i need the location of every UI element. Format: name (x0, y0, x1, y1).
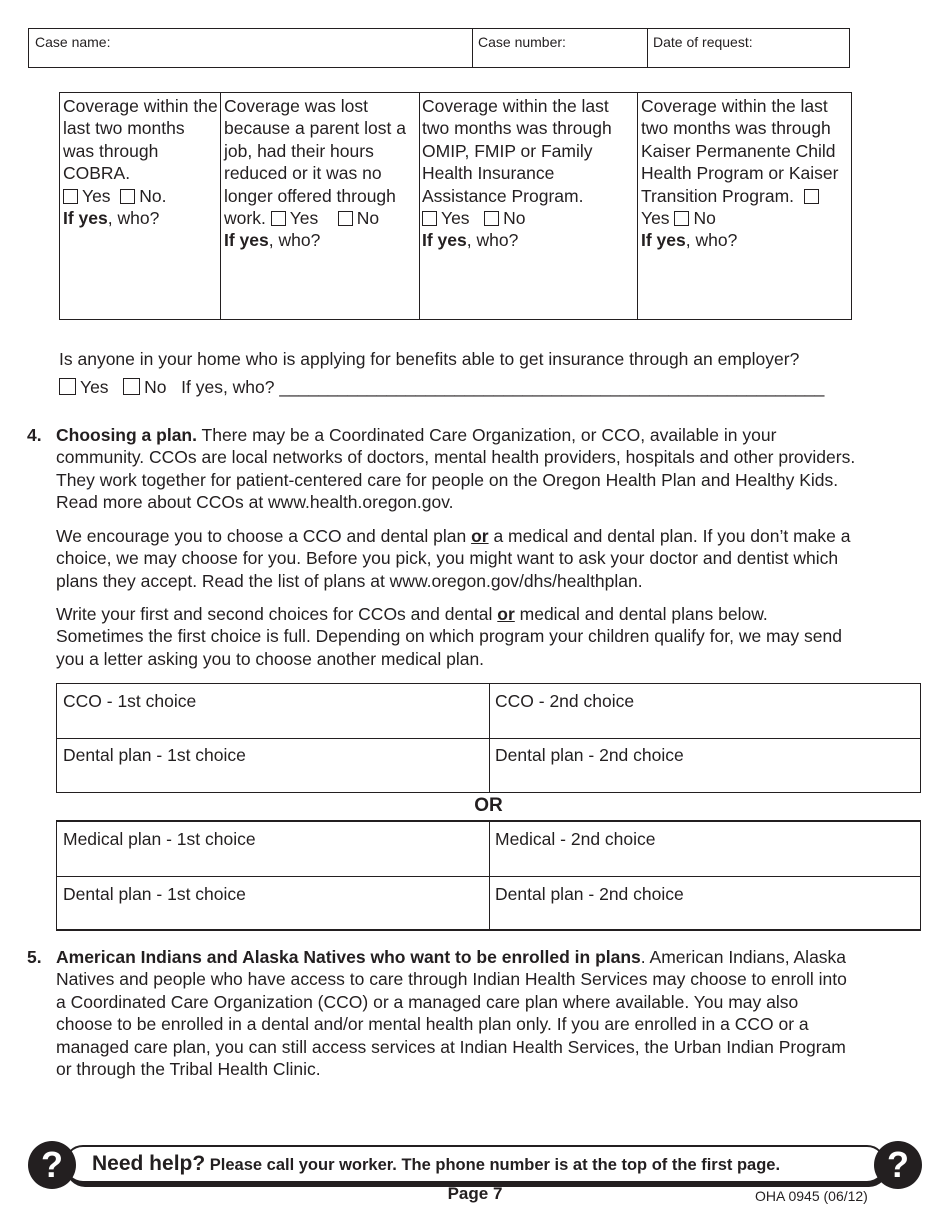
coverage-cobra-text: Coverage within the last two months was through COBRA. (63, 96, 218, 184)
dental-2nd-choice-field-2[interactable] (489, 879, 920, 929)
help-bar-text (92, 1152, 780, 1176)
lost-yes-checkbox[interactable] (271, 211, 286, 226)
question-mark-icon: ? (874, 1141, 922, 1189)
section-4-p2-a: We encourage you to choose a CCO and dental plan (56, 526, 472, 546)
date-of-request-label: Date of request: (653, 34, 753, 50)
table-divider (57, 738, 920, 739)
coverage-omip-cell (419, 93, 638, 319)
or-divider-label: OR (474, 795, 503, 816)
section-5-title: American Indians and Alaska Natives who want to be enrolled in plans (56, 947, 641, 967)
omip-yes-label: Yes (441, 208, 470, 229)
section-5-number: 5. (27, 947, 42, 967)
cco-1st-choice-label: CCO - 1st choice (63, 691, 197, 711)
section-4-number: 4. (27, 425, 42, 445)
if-yes-label: If yes (641, 230, 686, 251)
cco-plan-table (56, 683, 921, 793)
who-label: , who? (685, 230, 738, 251)
section-4-p1: There may be a Coordinated Care Organization, or CCO, available in your community. CCOs are local networks of doctors, mental health providers, hospitals and other providers. They work together for patient-centered care for people on the Oregon Health Plan and Healthy Kids. Read more about CCOs at www.health.oregon.gov. (56, 425, 856, 513)
kaiser-yes-checkbox[interactable] (804, 189, 819, 204)
coverage-lost-cell (221, 93, 419, 319)
cco-2nd-choice-label: CCO - 2nd choice (495, 691, 635, 711)
lost-yes-label: Yes (289, 208, 319, 229)
medical-1st-choice-label: Medical plan - 1st choice (63, 829, 256, 849)
employer-answer-row (59, 376, 949, 398)
employer-yes-label: Yes (80, 377, 109, 397)
medical-2nd-choice-label: Medical - 2nd choice (495, 829, 656, 849)
section-4-p2-b: a medical and dental plan. If you don’t make a choice, we may choose for you. Before you pick, you might want to ask your doctor and dentist which plans they accept. Read the list of plans at www.oregon.gov/dhs/healthplan. (56, 526, 851, 591)
or-emphasis: or (471, 526, 489, 546)
case-number-field[interactable] (472, 29, 647, 67)
section-4-p3-a: Write your first and second choices for CCOs and dental (56, 604, 498, 624)
page-number: Page 7 (447, 1184, 503, 1203)
omip-no-checkbox[interactable] (484, 211, 499, 226)
cco-1st-choice-field[interactable] (57, 686, 489, 738)
table-divider (57, 876, 920, 877)
case-name-field[interactable] (29, 29, 472, 67)
form-id: OHA 0945 (06/12) (755, 1188, 868, 1204)
employer-no-checkbox[interactable] (123, 378, 140, 395)
dental-1st-choice-field-2[interactable] (57, 879, 489, 929)
employer-question-text: Is anyone in your home who is applying for benefits able to get insurance through an employer? (59, 349, 800, 369)
question-mark-icon: ? (28, 1141, 76, 1189)
medical-1st-choice-field[interactable] (57, 824, 489, 876)
cobra-no-label: No. (139, 185, 167, 206)
who-label: , who? (107, 208, 160, 229)
employer-yes-checkbox[interactable] (59, 378, 76, 395)
dental-2nd-choice-label-2: Dental plan - 2nd choice (495, 884, 684, 904)
kaiser-yes-label: Yes (641, 208, 670, 229)
section-4-intro (56, 424, 856, 514)
medical-2nd-choice-field[interactable] (489, 824, 920, 876)
kaiser-no-checkbox[interactable] (674, 211, 689, 226)
if-yes-label: If yes (63, 208, 108, 229)
cco-2nd-choice-field[interactable] (489, 686, 920, 738)
cobra-no-checkbox[interactable] (120, 189, 135, 204)
if-yes-label: If yes (422, 230, 467, 251)
case-header-box (28, 28, 850, 68)
employer-no-label: No (144, 377, 167, 397)
coverage-cobra-cell (60, 93, 221, 319)
section-4-p3 (56, 603, 856, 670)
employer-question (59, 348, 939, 370)
section-4-p2 (56, 525, 856, 592)
or-emphasis: or (497, 604, 515, 624)
coverage-lost-text: Coverage was lost because a parent lost a job, had their hours reduced or it was no longer offered through work. (224, 96, 406, 229)
section-5-body (56, 946, 856, 1080)
cobra-yes-label: Yes (82, 185, 111, 206)
coverage-kaiser-cell (638, 93, 852, 319)
case-name-label: Case name: (35, 34, 111, 50)
case-number-label: Case number: (478, 34, 566, 50)
lost-no-checkbox[interactable] (338, 211, 353, 226)
who-label: , who? (268, 230, 321, 251)
dental-1st-choice-label: Dental plan - 1st choice (63, 745, 246, 765)
section-4-title: Choosing a plan. (56, 425, 197, 445)
coverage-table (59, 92, 852, 320)
coverage-omip-text: Coverage within the last two months was through OMIP, FMIP or Family Health Insurance Assistance Program. (422, 96, 612, 206)
dental-2nd-choice-label: Dental plan - 2nd choice (495, 745, 684, 765)
help-bar (64, 1145, 886, 1183)
if-yes-label: If yes (224, 230, 269, 251)
cobra-yes-checkbox[interactable] (63, 189, 78, 204)
section-4-p3-b: medical and dental plans below. Sometimes the first choice is full. Depending on which program your children qualify for, we may send you a letter asking you to choose another medical plan. (56, 604, 842, 669)
who-label: , who? (466, 230, 519, 251)
employer-who-line[interactable]: If yes, who? ________________________________________________________ (181, 377, 825, 397)
date-of-request-field[interactable] (647, 29, 847, 67)
help-instructions: Please call your worker. The phone number is at the top of the first page. (205, 1156, 781, 1174)
omip-no-label: No (503, 208, 526, 229)
dental-2nd-choice-field[interactable] (489, 740, 920, 792)
coverage-kaiser-text: Coverage within the last two months was through Kaiser Permanente Child Health Program or Kaiser Transition Program. (641, 96, 839, 206)
medical-plan-table (56, 820, 921, 931)
dental-1st-choice-label-2: Dental plan - 1st choice (63, 884, 246, 904)
lost-no-label: No (356, 208, 380, 229)
need-help-label: Need help? (92, 1152, 206, 1175)
section-5-text: . American Indians, Alaska Natives and people who have access to care through Indian Health Services may choose to enroll into a Coordinated Care Organization (CCO) or a managed care plan where available. You may also choose to be enrolled in a dental and/or mental health plan only. If you are enrolled in a CCO or a managed care plan, you can still access services at Indian Health Services, the Urban Indian Program or through the Tribal Health Clinic. (56, 947, 847, 1080)
dental-1st-choice-field[interactable] (57, 740, 489, 792)
omip-yes-checkbox[interactable] (422, 211, 437, 226)
kaiser-no-label: No (693, 208, 716, 229)
